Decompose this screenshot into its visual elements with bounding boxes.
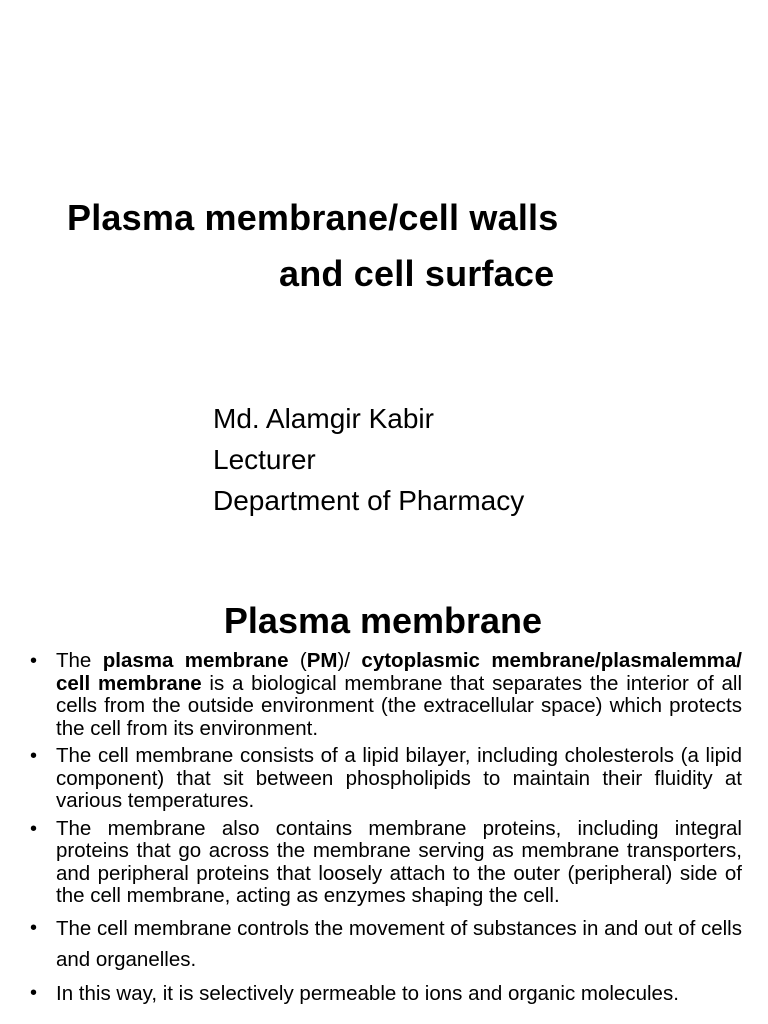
author-department: Department of Pharmacy <box>213 485 525 516</box>
bullet-1-bold-pm: PM <box>306 649 338 672</box>
bullet-1-pre: The <box>56 649 103 672</box>
bullet-5-text: In this way, it is selectively permeable to ions and organic molecules. <box>56 981 679 1005</box>
bullet-2-text: The cell membrane consists of a lipid bilayer, including cholesterols (a lipid component) that sit between phospholipids to maintain their fluidity at various temperatures. <box>56 744 742 812</box>
section-heading <box>0 599 768 643</box>
bullet-list <box>30 650 742 1012</box>
bullet-item-3 <box>30 818 742 908</box>
content-slide <box>0 576 768 1024</box>
bullet-marker: • <box>30 650 38 672</box>
bullet-item-4 <box>30 913 742 975</box>
bullet-1-post: is a biological membrane that separates the interior of all cells from the outside environment (the extracellular space) which protects the cell from its environment. <box>56 671 743 740</box>
author-name: Md. Alamgir Kabir <box>213 403 434 434</box>
bullet-4-text: The cell membrane controls the movement of substances in and out of cells and organelles. <box>56 916 742 971</box>
bullet-1-mid-1: ( <box>288 649 307 672</box>
slide-title-line-2: and cell surface <box>279 253 555 294</box>
section-heading-text: Plasma membrane <box>223 600 543 641</box>
bullet-marker: • <box>30 981 38 1004</box>
bullet-1-bold-plasma-membrane: plasma membrane <box>102 649 289 672</box>
bullet-1-bold-synonyms: cytoplasmic membrane/plasmalemma/ cell membrane <box>56 649 743 695</box>
author-block <box>213 398 524 521</box>
bullet-item-1 <box>30 650 742 740</box>
author-role: Lecturer <box>213 444 316 475</box>
bullet-marker: • <box>30 916 38 939</box>
bullet-item-5 <box>30 978 742 1009</box>
bullet-marker: • <box>30 817 38 840</box>
bullet-1-mid-2: )/ <box>337 649 362 672</box>
bullet-marker: • <box>30 745 38 767</box>
bullet-3-text: The membrane also contains membrane proteins, including integral proteins that go across the membrane serving as membrane transporters, and peripheral proteins that loosely attach to the outer (peripheral) side of the cell membrane, acting as enzymes shaping the cell. <box>56 816 742 907</box>
slide-title-line-1: Plasma membrane/cell walls <box>67 197 559 238</box>
bullet-item-2 <box>30 745 742 813</box>
